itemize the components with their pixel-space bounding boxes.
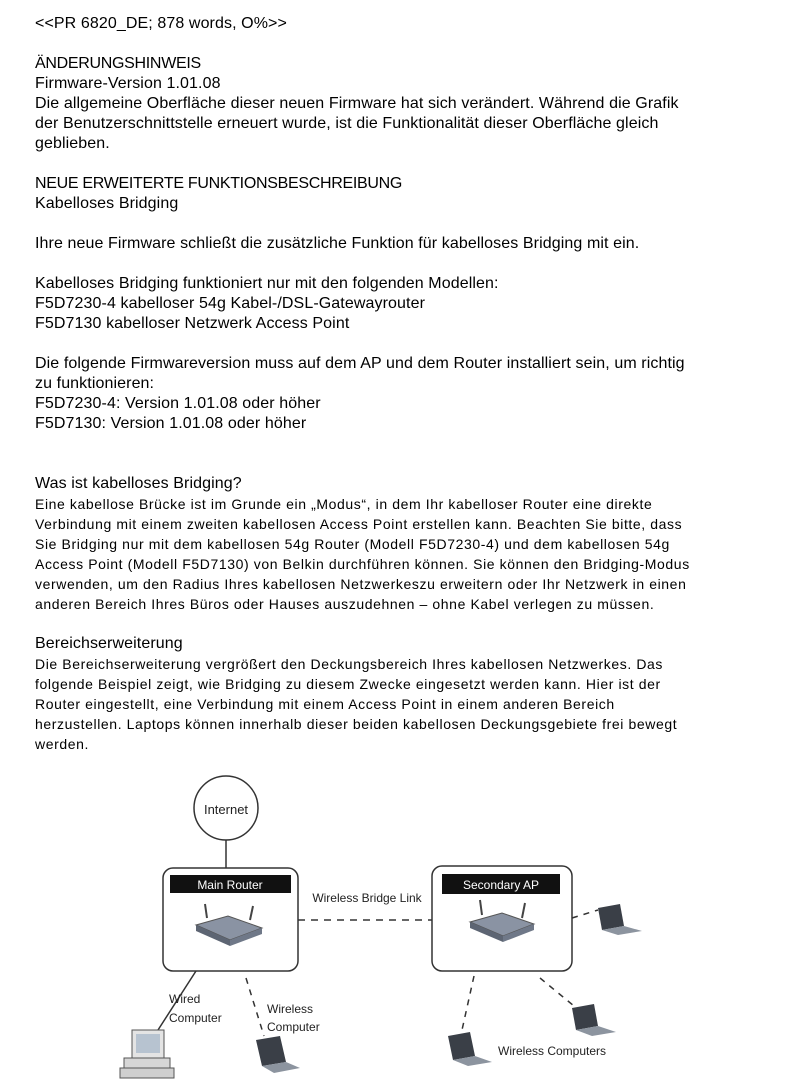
wired-label-1: Wired [169, 992, 201, 1006]
what-is-line: Verbindung mit einem zweiten kabellosen Access Point erstellen kann. Beachten Sie bitte, dass [35, 516, 683, 532]
firmware-version: Firmware-Version 1.01.08 [35, 75, 221, 92]
laptop-icon [256, 1036, 300, 1073]
version-requirement: zu funktionieren: [35, 375, 155, 392]
version-requirement: Die folgende Firmwareversion muss auf dem AP und dem Router installiert sein, um richtig [35, 355, 685, 372]
desktop-computer-icon [120, 1030, 174, 1078]
version-item: F5D7130: Version 1.01.08 oder höher [35, 415, 307, 432]
wireless-label-2: Computer [267, 1020, 320, 1034]
header-tag: <<PR 6820_DE; 878 words, O%>> [35, 15, 287, 32]
what-is-line: Access Point (Modell F5D7130) von Belkin durchführen können. Sie können den Bridging-Modus [35, 556, 690, 572]
ap-wireless-link [572, 910, 598, 918]
model-item: F5D7130 kabelloser Netzwerk Access Point [35, 315, 350, 332]
main-router-label: Main Router [197, 878, 263, 892]
range-line: Router eingestellt, eine Verbindung mit einem Access Point in einem anderen Bereich [35, 696, 615, 712]
feature-intro: Ihre neue Firmware schließt die zusätzliche Funktion für kabelloses Bridging mit ein. [35, 235, 640, 252]
range-heading: Bereichserweiterung [35, 635, 183, 652]
what-is-line: anderen Bereich Ihres Büros oder Hauses auszudehnen – ohne Kabel verlegen zu müssen. [35, 596, 655, 612]
notice-heading: ÄNDERUNGSHINWEIS [35, 55, 201, 72]
secondary-ap-label: Secondary AP [462, 878, 540, 892]
bridge-link-label: Wireless Bridge Link [312, 891, 422, 905]
range-line: folgende Beispiel zeigt, wie Bridging zu diesem Zwecke eingesetzt werden kann. Hier ist der [35, 676, 661, 692]
internet-label: Internet [203, 802, 249, 817]
range-line: werden. [35, 736, 90, 752]
notice-line: geblieben. [35, 135, 110, 152]
range-line: herzustellen. Laptops können innerhalb dieser beiden kabellosen Deckungsgebiete frei bewegt [35, 716, 678, 732]
model-item: F5D7230-4 kabelloser 54g Kabel-/DSL-Gatewayrouter [35, 295, 425, 312]
what-is-heading: Was ist kabelloses Bridging? [35, 475, 242, 492]
wireless-label-1: Wireless [267, 1002, 314, 1016]
ap-wireless-link [462, 976, 474, 1030]
wireless-link [246, 978, 264, 1036]
what-is-line: Sie Bridging nur mit dem kabellosen 54g Router (Modell F5D7230-4) und dem kabellosen 54g [35, 536, 670, 552]
notice-line: Die allgemeine Oberfläche dieser neuen Firmware hat sich verändert. Während die Grafik [35, 95, 679, 112]
laptop-icon [598, 904, 642, 935]
ap-wireless-link [540, 978, 574, 1006]
wireless-computers-label: Wireless Computers [498, 1044, 607, 1058]
what-is-line: Eine kabellose Brücke ist im Grunde ein „Modus“, in dem Ihr kabelloser Router eine direkte [35, 496, 653, 512]
range-line: Die Bereichserweiterung vergrößert den Deckungsbereich Ihres kabellosen Netzwerkes. Das [35, 656, 664, 672]
what-is-line: verwenden, um den Radius Ihres kabellosen Netzwerkeszu erweitern oder Ihr Netzwerk in einen [35, 576, 687, 592]
wired-label-2: Computer [169, 1011, 222, 1025]
feature-heading: NEUE ERWEITERTE FUNKTIONSBESCHREIBUNG [35, 175, 403, 192]
laptop-icon [448, 1032, 492, 1066]
notice-line: der Benutzerschnittstelle erneuert wurde, ist die Funktionalität dieser Oberfläche gleich [35, 115, 659, 132]
version-item: F5D7230-4: Version 1.01.08 oder höher [35, 395, 321, 412]
feature-subheading: Kabelloses Bridging [35, 195, 179, 212]
models-intro: Kabelloses Bridging funktioniert nur mit den folgenden Modellen: [35, 275, 499, 292]
laptop-icon [572, 1004, 616, 1036]
